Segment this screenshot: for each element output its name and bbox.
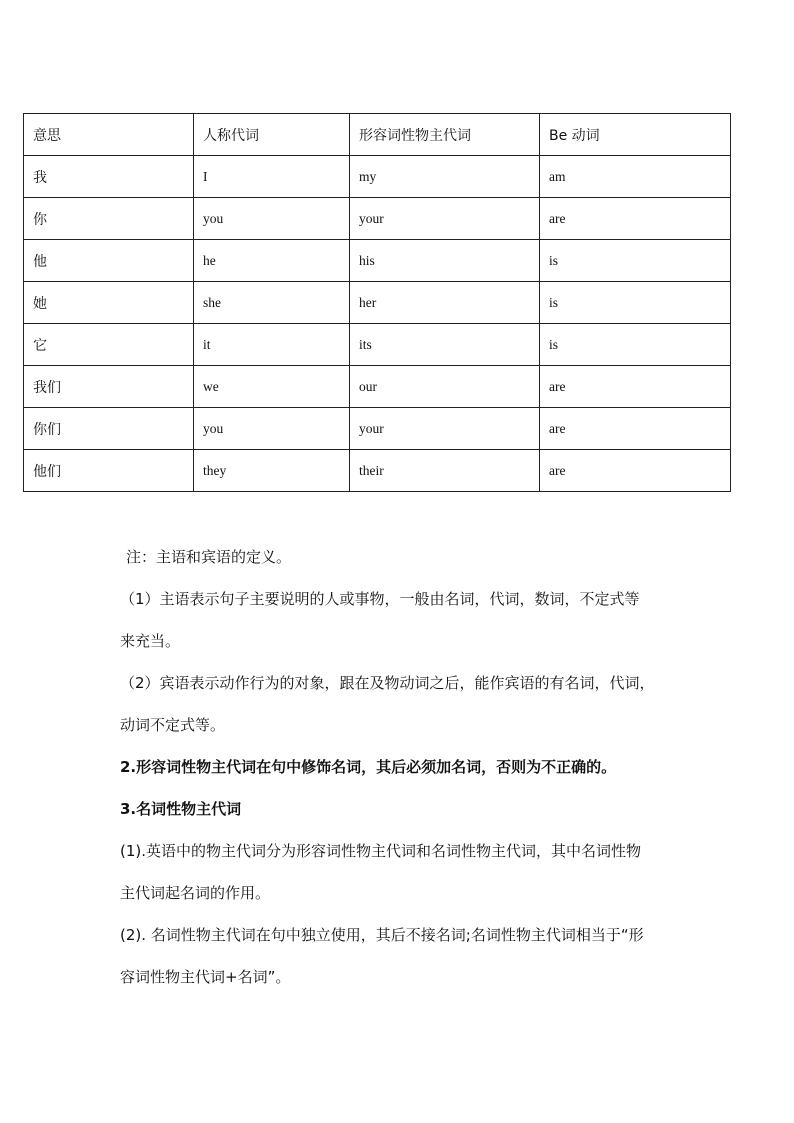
- personal-pronoun-cell: you: [194, 198, 350, 240]
- subject-definition-line2: 来充当。: [120, 632, 181, 650]
- rule-2-heading: 2.形容词性物主代词在句中修饰名词，其后必须加名词，否则为不正确的。: [120, 758, 617, 776]
- rule-3-point-1-line1: (1).英语中的物主代词分为形容词性物主代词和名词性物主代词，其中名词性物: [120, 842, 642, 860]
- adjectival-possessive-cell: their: [350, 450, 540, 492]
- be-verb-cell: is: [540, 240, 731, 282]
- meaning-cell: 我: [24, 156, 194, 198]
- table-row: [24, 324, 731, 366]
- be-verb-cell: am: [540, 156, 731, 198]
- table-header-row: [24, 114, 731, 156]
- adjectival-possessive-cell: his: [350, 240, 540, 282]
- meaning-cell: 你们: [24, 408, 194, 450]
- adjectival-possessive-cell: our: [350, 366, 540, 408]
- notes-section: [120, 540, 720, 1002]
- meaning-cell: 他: [24, 240, 194, 282]
- table-row: [24, 198, 731, 240]
- be-verb-cell: are: [540, 366, 731, 408]
- table-row: [24, 408, 731, 450]
- subject-definition-line1: （1）主语表示句子主要说明的人或事物，一般由名词，代词，数词，不定式等: [120, 590, 640, 608]
- personal-pronoun-cell: they: [194, 450, 350, 492]
- adjectival-possessive-cell: her: [350, 282, 540, 324]
- header-adjectival-possessive: 形容词性物主代词: [350, 114, 540, 156]
- table-row: [24, 282, 731, 324]
- personal-pronoun-cell: we: [194, 366, 350, 408]
- adjectival-possessive-cell: its: [350, 324, 540, 366]
- rule-3-point-2-line2: 容词性物主代词+名词”。: [120, 968, 291, 986]
- be-verb-cell: are: [540, 408, 731, 450]
- personal-pronoun-cell: I: [194, 156, 350, 198]
- personal-pronoun-cell: it: [194, 324, 350, 366]
- table-row: [24, 450, 731, 492]
- be-verb-cell: is: [540, 282, 731, 324]
- rule-3-point-2-line1: (2). 名词性物主代词在句中独立使用，其后不接名词;名词性物主代词相当于“形: [120, 926, 644, 944]
- personal-pronoun-cell: she: [194, 282, 350, 324]
- rule-3-point-1-line2: 主代词起名词的作用。: [120, 884, 271, 902]
- be-verb-cell: is: [540, 324, 731, 366]
- object-definition-line1: （2）宾语表示动作行为的对象，跟在及物动词之后，能作宾语的有名词，代词，: [120, 674, 655, 692]
- meaning-cell: 她: [24, 282, 194, 324]
- adjectival-possessive-cell: your: [350, 198, 540, 240]
- table-row: [24, 366, 731, 408]
- header-personal-pronoun: 人称代词: [194, 114, 350, 156]
- be-verb-cell: are: [540, 450, 731, 492]
- rule-3-heading: 3.名词性物主代词: [120, 800, 242, 818]
- header-meaning: 意思: [24, 114, 194, 156]
- adjectival-possessive-cell: your: [350, 408, 540, 450]
- personal-pronoun-cell: he: [194, 240, 350, 282]
- meaning-cell: 他们: [24, 450, 194, 492]
- note-title: 注：主语和宾语的定义。: [126, 548, 292, 566]
- table-row: [24, 156, 731, 198]
- pronoun-table: [23, 113, 731, 492]
- adjectival-possessive-cell: my: [350, 156, 540, 198]
- meaning-cell: 我们: [24, 366, 194, 408]
- table-row: [24, 240, 731, 282]
- meaning-cell: 它: [24, 324, 194, 366]
- meaning-cell: 你: [24, 198, 194, 240]
- header-be-verb: Be 动词: [540, 114, 731, 156]
- object-definition-line2: 动词不定式等。: [120, 716, 226, 734]
- personal-pronoun-cell: you: [194, 408, 350, 450]
- be-verb-cell: are: [540, 198, 731, 240]
